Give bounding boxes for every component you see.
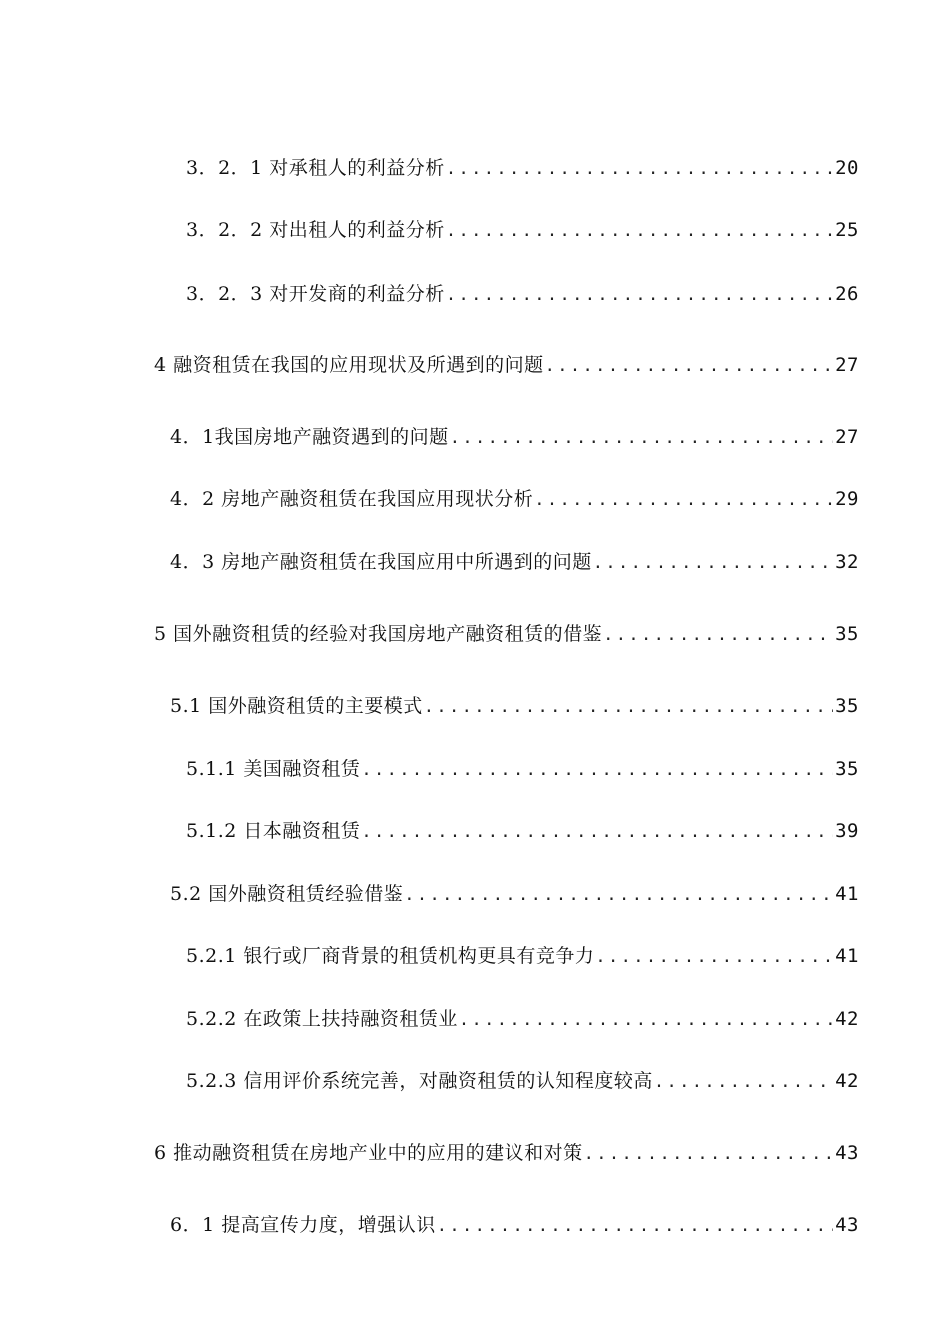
toc-dot-leader	[545, 355, 833, 377]
toc-entry[interactable]	[170, 688, 859, 718]
toc-entry[interactable]	[186, 813, 859, 843]
toc-entry-title: 4．1我国房地产融资遇到的问题	[170, 426, 449, 448]
toc-dot-leader	[603, 624, 833, 646]
toc-entry-title: 5.2.3 信用评价系统完善，对融资租赁的认知程度较高	[186, 1070, 653, 1092]
toc-page-number: 25	[835, 219, 859, 241]
toc-entry-title: 3．2．2 对出租人的利益分析	[186, 219, 445, 241]
toc-entry[interactable]	[170, 1207, 859, 1237]
toc-dot-leader	[446, 284, 833, 306]
toc-entry-title: 4．2 房地产融资租赁在我国应用现状分析	[170, 488, 534, 510]
toc-page-number: 42	[835, 1008, 859, 1030]
toc-entry[interactable]	[186, 150, 859, 180]
toc-page-number: 29	[835, 488, 859, 510]
toc-dot-leader	[459, 1009, 833, 1031]
toc-entry-title: 5.2 国外融资租赁经验借鉴	[170, 883, 404, 905]
toc-page-number: 35	[835, 623, 859, 645]
toc-dot-leader	[450, 427, 833, 449]
toc-page-number: 43	[835, 1142, 859, 1164]
toc-entry[interactable]	[154, 616, 859, 646]
toc-entry-title: 5.2.2 在政策上扶持融资租赁业	[186, 1008, 458, 1030]
toc-entry[interactable]	[186, 1001, 859, 1031]
toc-entry-title: 5 国外融资租赁的经验对我国房地产融资租赁的借鉴	[154, 623, 603, 645]
toc-page-number: 35	[835, 758, 859, 780]
toc-page-number: 27	[835, 426, 859, 448]
toc-entry-title: 5.1 国外融资租赁的主要模式	[170, 695, 423, 717]
toc-entry-title: 6．1 提高宣传力度，增强认识	[170, 1214, 436, 1236]
toc-dot-leader	[446, 158, 833, 180]
toc-page-number: 42	[835, 1070, 859, 1092]
toc-dot-leader	[424, 696, 833, 718]
toc-entry[interactable]	[186, 1063, 859, 1093]
toc-entry-title: 5.1.2 日本融资租赁	[186, 820, 361, 842]
toc-entry-title: 3．2．1 对承租人的利益分析	[186, 157, 445, 179]
toc-entry[interactable]	[154, 347, 859, 377]
toc-entry[interactable]	[186, 276, 859, 306]
toc-page-number: 39	[835, 820, 859, 842]
toc-page-number: 26	[835, 283, 859, 305]
toc-dot-leader	[361, 759, 833, 781]
toc-entry-title: 5.2.1 银行或厂商背景的租赁机构更具有竞争力	[186, 945, 595, 967]
toc-entry[interactable]	[170, 544, 859, 574]
toc-dot-leader	[654, 1071, 833, 1093]
toc-entry-title: 5.1.1 美国融资租赁	[186, 758, 361, 780]
toc-entry[interactable]	[186, 212, 859, 242]
toc-entry-title: 4．3 房地产融资租赁在我国应用中所遇到的问题	[170, 551, 592, 573]
toc-page-number: 41	[835, 883, 859, 905]
toc-dot-leader	[361, 821, 833, 843]
toc-dot-leader	[584, 1143, 833, 1165]
toc-entry-title: 6 推动融资租赁在房地产业中的应用的建议和对策	[154, 1142, 583, 1164]
toc-entry[interactable]	[170, 481, 859, 511]
toc-entry[interactable]	[170, 419, 859, 449]
toc-dot-leader	[534, 489, 833, 511]
toc-entry[interactable]	[186, 938, 859, 968]
toc-entry-title: 3．2．3 对开发商的利益分析	[186, 283, 445, 305]
toc-entry[interactable]	[170, 876, 859, 906]
toc-page-number: 32	[835, 551, 859, 573]
toc-dot-leader	[437, 1215, 833, 1237]
toc-page-number: 35	[835, 695, 859, 717]
toc-page-number: 41	[835, 945, 859, 967]
toc-page-number: 27	[835, 354, 859, 376]
toc-dot-leader	[595, 946, 833, 968]
toc-dot-leader	[593, 552, 833, 574]
toc-entry-title: 4 融资租赁在我国的应用现状及所遇到的问题	[154, 354, 544, 376]
toc-dot-leader	[446, 220, 833, 242]
toc-page-number: 20	[835, 157, 859, 179]
toc-entry[interactable]	[154, 1135, 859, 1165]
toc-entry[interactable]	[186, 751, 859, 781]
toc-page-number: 43	[835, 1214, 859, 1236]
toc-dot-leader	[404, 884, 833, 906]
